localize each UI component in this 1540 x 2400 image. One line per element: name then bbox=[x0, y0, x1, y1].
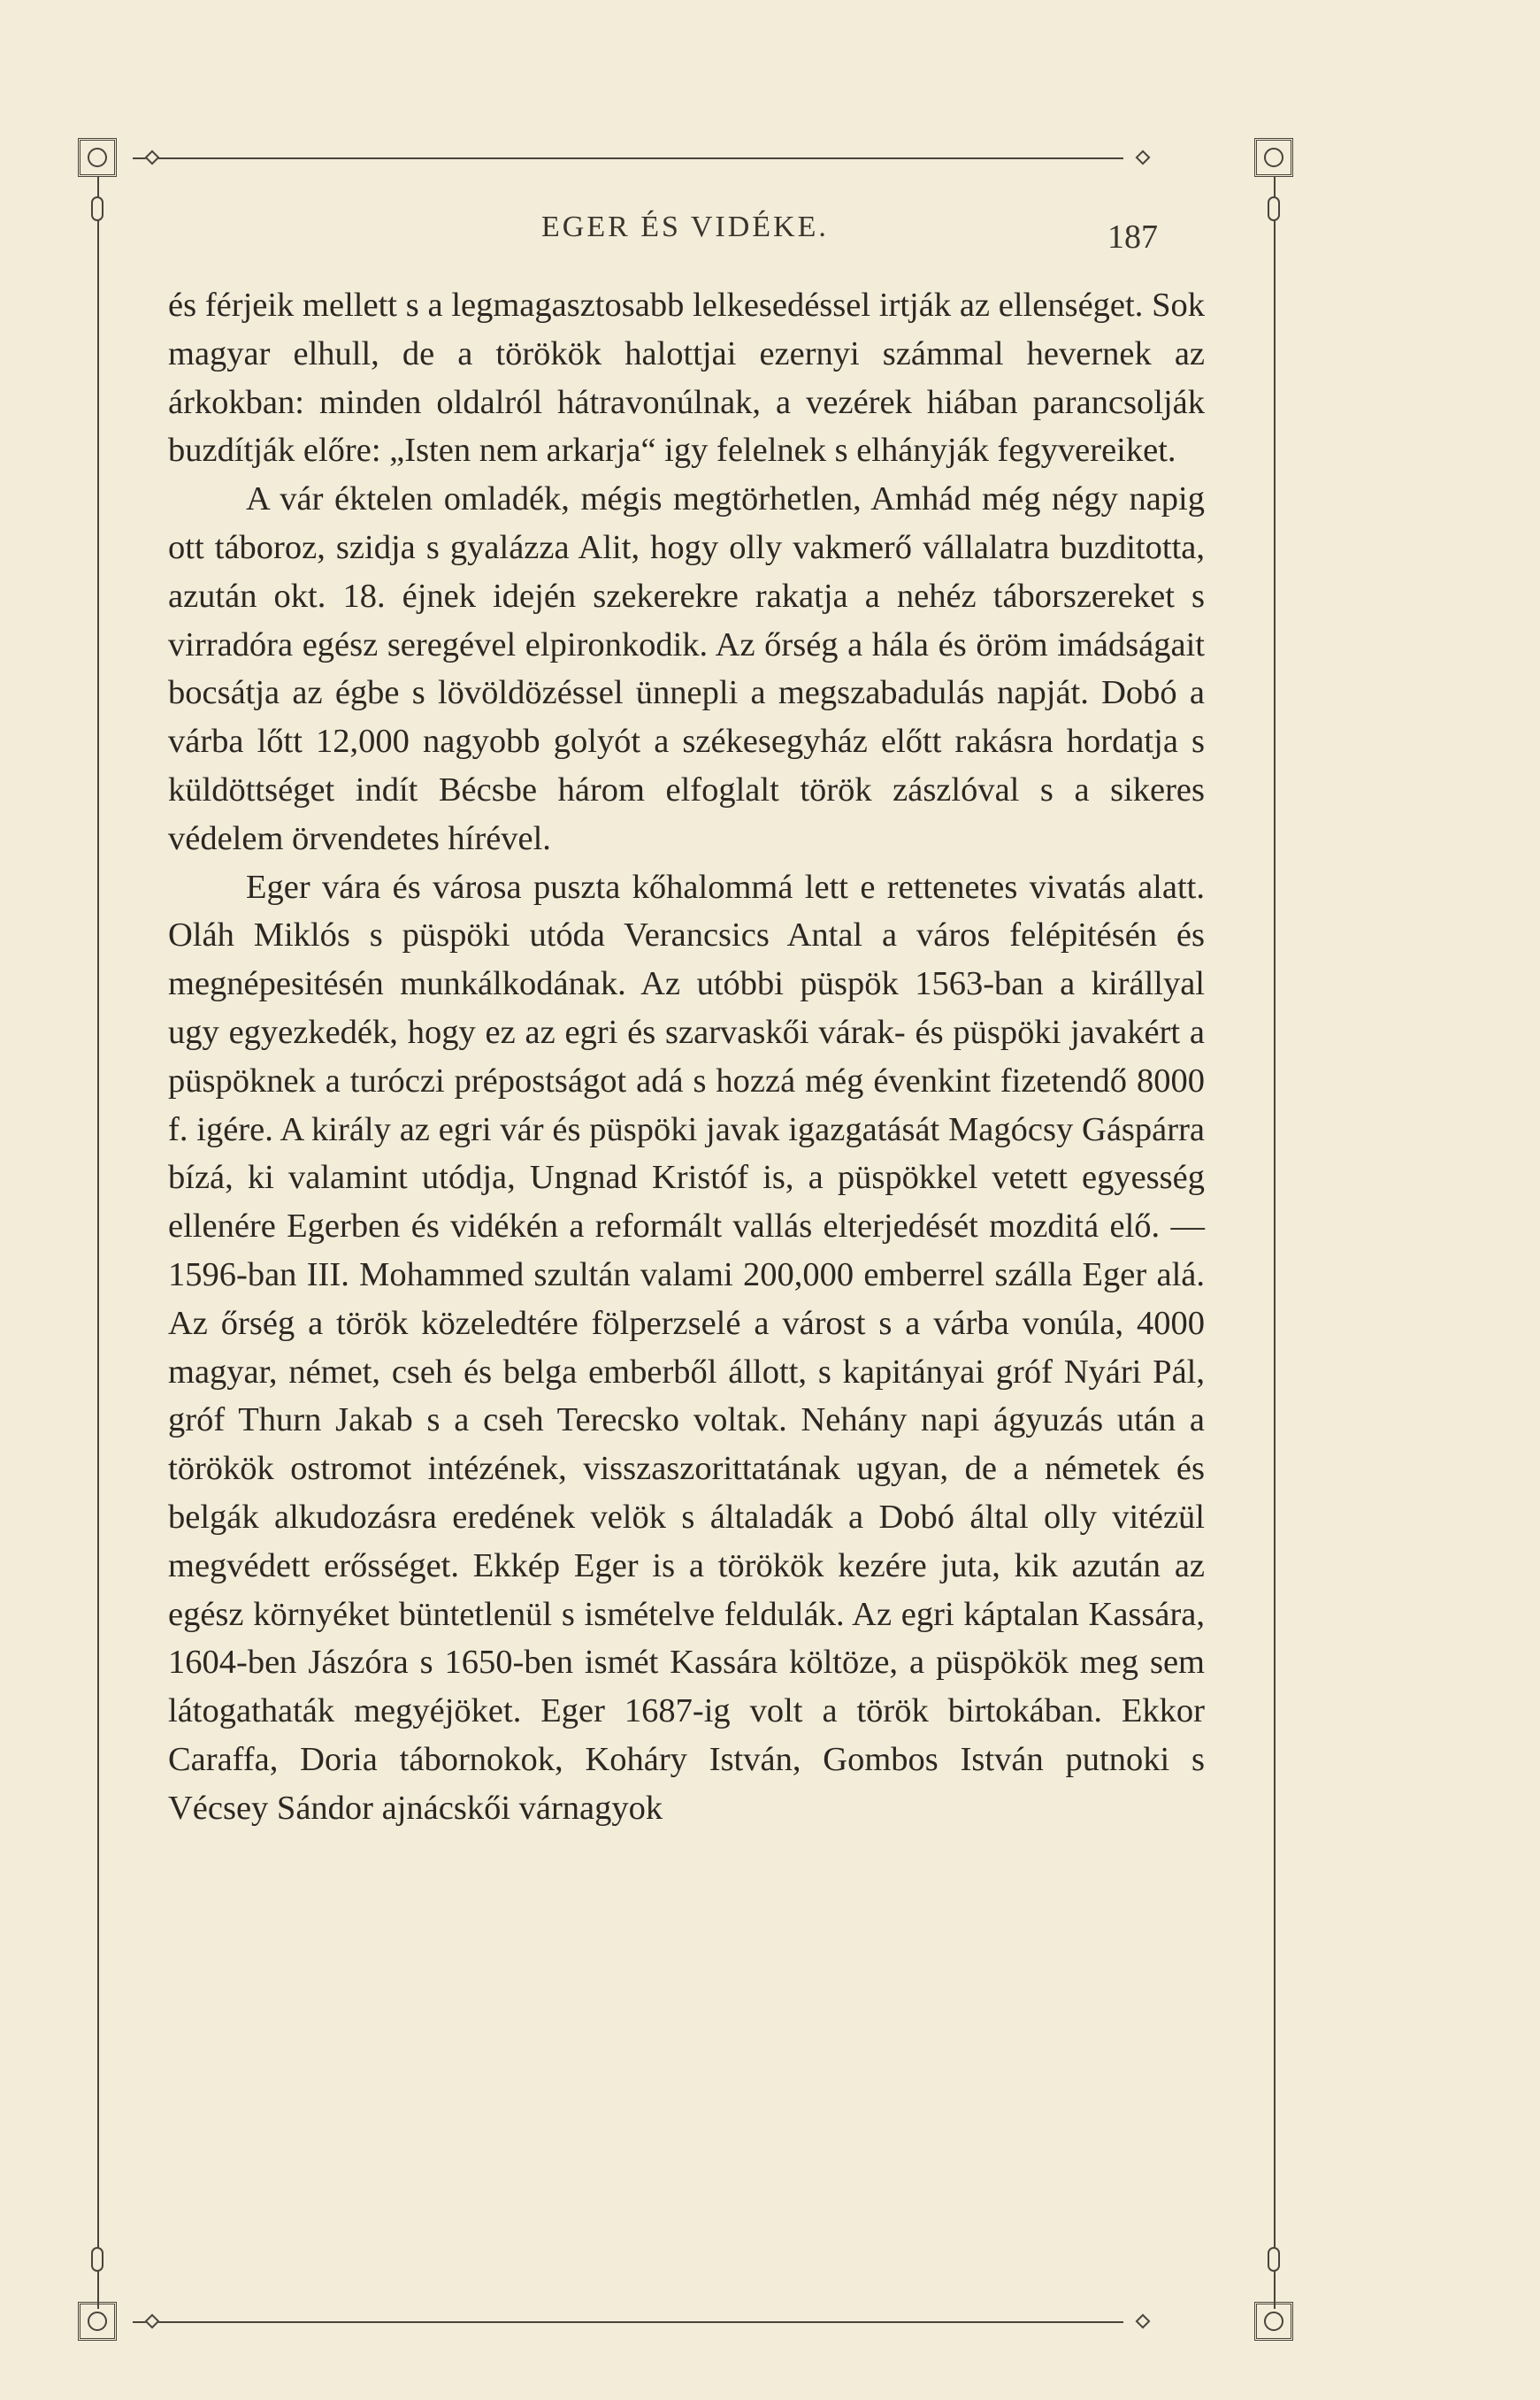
page-number: 187 bbox=[1107, 219, 1158, 256]
corner-ornament-top-left-icon bbox=[78, 138, 117, 177]
paragraph: Eger vára és városa puszta kőhalommá lett e rettenetes vivatás alatt. Oláh Miklós s püspöki utóda Verancsics Antal a város felépitésén és megnépesitésén munkálkodának. Az utóbbi püspök 1563-ban a királlyal ugy egyezkedék, hogy ez az egri és szarvaskői várak- és püspöki javakért a püspöknek a turóczi prépostságot adá s hozzá még évenkint fizetendő 8000 f. igére. A király az egri vár és püspöki javak igazgatását Magócsy Gáspárra bízá, ki valamint utódja, Ungnad Kristóf is, a püspökkel vetett egyesség ellenére Egerben és vidékén a reformált vallás elterjedését mozditá elő. — 1596-ban III. Mohammed szultán valami 200,000 emberrel szálla Eger alá. Az őrség a török közeledtére fölperzselé a várost s a várba vonúla, 4000 magyar, német, cseh és belga emberből állott, s kapitányai gróf Nyári Pál, gróf Thurn Jakab s a cseh Terecsko voltak. Nehány napi ágyuzás után a törökök ostromot intézének, visszaszorittatának ugyan, de a németek és belgák alkudozásra eredének velök s általadák a Dobó által olly vitézül megvédett erősséget. Ekkép Eger is a törökök kezére juta, kik azután az egész környéket büntetlenül s ismételve feldulák. Az egri káptalan Kassára, 1604-ben Jászóra s 1650-ben ismét Kassára költöze, a püspökök meg sem látogathaták megyéjöket. Eger 1687-ig volt a török birtokában. Ekkor Caraffa, Doria tábornokok, Koháry István, Gombos István putnoki s Vécsey Sándor ajnácskői várnagyok bbox=[168, 868, 1205, 1827]
rule-ornament-icon bbox=[145, 2314, 160, 2329]
paragraph: és férjeik mellett s a legmagasztosabb lelkesedéssel irtják az ellenséget. Sok magyar elhull, de a törökök halottjai ezernyi számmal hevernek az árkokban: minden oldalról hátravonúlnak, a vezérek hiában parancsolják buzdítják előre: „Isten nem arkarja“ igy felelnek s elhányják fegyvereiket. bbox=[168, 287, 1205, 470]
side-ornament-icon bbox=[1268, 196, 1280, 221]
rule-ornament-icon bbox=[145, 150, 160, 165]
paragraph: A vár éktelen omladék, mégis megtörhetlen, Amhád még négy napig ott táboroz, szidja s gyalázza Alit, hogy olly vakmerő vállalatra buzditotta, azután okt. 18. éjnek idején szekerekre rakatja a nehéz táborszereket s virradóra egész seregével elpironkodik. Az őrség a hála és öröm imádságait bocsátja az égbe s lövöldözéssel ünnepli a megszabadulás napját. Dobó a várba lőtt 12,000 nagyobb golyót a székesegyház előtt rakásra hordatja s küldöttséget indít Bécsbe három elfoglalt török zászlóval s a sikeres védelem örvendetes hírével. bbox=[168, 480, 1205, 857]
corner-ornament-bottom-left-icon bbox=[78, 2302, 117, 2341]
side-ornament-icon bbox=[91, 196, 103, 221]
body-text bbox=[168, 281, 1205, 1833]
corner-ornament-bottom-right-icon bbox=[1254, 2302, 1293, 2341]
side-ornament-icon bbox=[1268, 2247, 1280, 2272]
rule-ornament-icon bbox=[1136, 2314, 1151, 2329]
side-ornament-icon bbox=[91, 2247, 103, 2272]
rule-ornament-icon bbox=[1136, 150, 1151, 165]
corner-ornament-top-right-icon bbox=[1254, 138, 1293, 177]
running-head-title: EGER ÉS VIDÉKE. bbox=[541, 211, 829, 243]
